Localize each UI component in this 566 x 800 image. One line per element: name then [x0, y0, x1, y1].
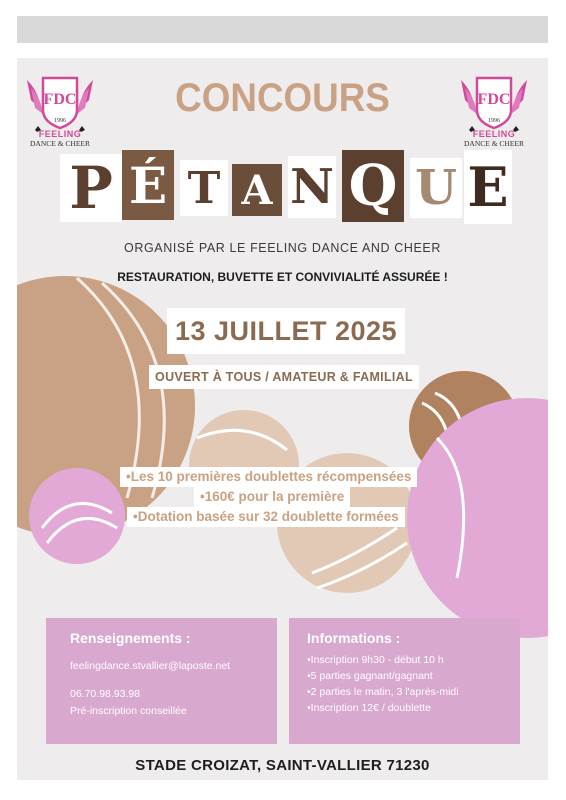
preregistration-note: Pré-inscription conseillée: [70, 705, 187, 717]
organiser-line: ORGANISÉ PAR LE FEELING DANCE AND CHEER: [124, 241, 441, 255]
letter-tile: U: [410, 158, 462, 218]
info-line: •2 parties le matin, 3 l'après-midi: [307, 686, 459, 698]
informations-title: Informations :: [307, 630, 401, 646]
letter-tile: É: [122, 150, 174, 220]
letter-tile: E: [464, 150, 512, 224]
catering-line: RESTAURATION, BUVETTE ET CONVIVIALITÉ ASSURÉE !: [117, 270, 448, 284]
logo-year: 1996: [54, 118, 66, 124]
poster: [17, 58, 548, 780]
top-banner-bar: [17, 16, 548, 43]
open-to-all-line: OUVERT À TOUS / AMATEUR & FAMILIAL: [149, 365, 419, 389]
headline-concours: CONCOURS: [175, 76, 390, 120]
letter-tile: P: [60, 154, 122, 222]
logo-feeling-text: FEELING: [472, 129, 516, 139]
logo-year: 1996: [488, 118, 500, 124]
venue-address: STADE CROIZAT, SAINT-VALLIER 71230: [135, 757, 430, 774]
reward-line: •Dotation basée sur 32 doublette formées: [127, 507, 405, 527]
pink-ball-left: [29, 468, 125, 564]
contact-phone: 06.70.98.93.98: [70, 688, 141, 700]
letter-tile: N: [288, 156, 336, 218]
letter-tile: Q: [342, 150, 404, 222]
reward-line: •Les 10 premières doublettes récompensées: [120, 467, 417, 487]
reward-line: •160€ pour la première: [194, 487, 350, 507]
renseignements-title: Renseignements :: [70, 630, 191, 646]
logo-subtitle: DANCE & CHEER: [464, 139, 524, 148]
headline-petanque: [60, 146, 510, 226]
event-date: 13 JUILLET 2025: [167, 308, 405, 354]
info-line: •5 parties gagnant/gagnant: [307, 670, 433, 682]
info-line: •Inscription 9h30 - début 10 h: [307, 654, 444, 666]
informations-card: [289, 618, 520, 744]
renseignements-card: [46, 618, 277, 744]
info-line: •Inscription 12€ / doublette: [307, 702, 431, 714]
logo-monogram: FDC: [43, 91, 77, 108]
logo-subtitle: DANCE & CHEER: [30, 139, 90, 148]
contact-email: feelingdance.stvallier@laposte.net: [70, 660, 231, 672]
logo-monogram: FDC: [477, 91, 511, 108]
letter-tile: T: [180, 160, 228, 216]
logo-feeling-text: FEELING: [38, 129, 82, 139]
letter-tile: A: [232, 164, 282, 216]
